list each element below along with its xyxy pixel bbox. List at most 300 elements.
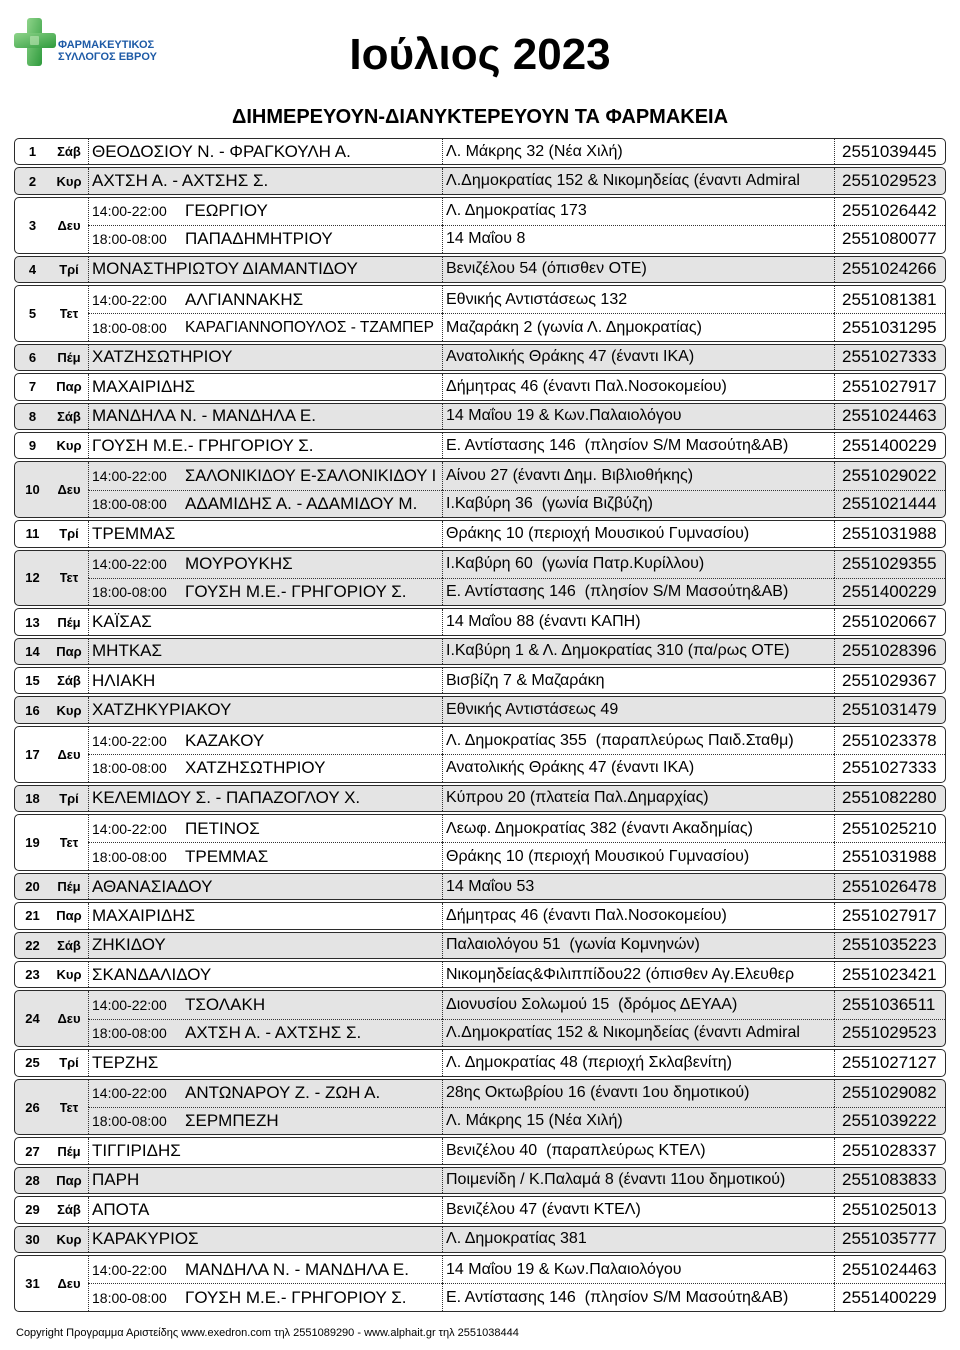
pharmacy-address-cell	[442, 639, 834, 664]
weekday-cell	[50, 727, 88, 782]
pharmacy-name: ΠΑΡΗ	[92, 1170, 140, 1190]
weekday: Τετ	[59, 1099, 79, 1115]
pharmacy-name: ΖΗΚΙΔΟΥ	[92, 935, 166, 955]
weekday-cell	[50, 345, 88, 370]
pharmacy-address: Βενιζέλου 47 (έναντι ΚΤΕΛ)	[446, 1200, 641, 1218]
pharmacy-address-cell	[442, 433, 834, 458]
schedule-row	[14, 550, 946, 607]
pharmacy-address-cell	[442, 1107, 834, 1134]
weekday: Κυρ	[56, 702, 82, 718]
pharmacy-phone-cell	[834, 521, 945, 546]
pharmacy-address-cell	[442, 490, 834, 517]
pharmacy-address: Ι.Καβύρη 1 & Λ. Δημοκρατίας 310 (πα/ρως ΟΤΕ)	[446, 642, 790, 660]
pharmacy-name: ΧΑΤΖΗΚΥΡΙΑΚΟΥ	[92, 700, 232, 720]
schedule-row	[14, 197, 946, 254]
logo-line-2: ΣΥΛΛΟΓΟΣ ΕΒΡΟΥ	[58, 51, 157, 63]
pharmacy-phone: 2551023421	[842, 964, 937, 984]
weekday-cell	[50, 668, 88, 693]
shift-hours: 14:00-22:00	[92, 820, 167, 837]
pharmacy-phone-cell	[834, 1107, 945, 1134]
day-number-cell	[15, 697, 50, 722]
pharmacy-address-cell	[442, 257, 834, 282]
pharmacy-name: ΣΑΛΟΝΙΚΙΔΟΥ Ε-ΣΑΛΟΝΙΚΙΔΟΥ Ι	[185, 466, 437, 485]
pharmacy-phone: 2551025210	[842, 818, 937, 838]
pharmacy-address-cell	[442, 991, 834, 1018]
weekday: Τρί	[59, 1055, 79, 1071]
weekday-cell	[50, 815, 88, 870]
weekday-cell	[50, 1256, 88, 1311]
pharmacy-phone-cell	[834, 433, 945, 458]
schedule-row	[14, 726, 946, 783]
pharmacy-address: Δήμητρας 46 (έναντι Παλ.Νοσοκομείου)	[446, 377, 727, 395]
schedule-row	[14, 403, 946, 430]
weekday: Τρί	[59, 526, 79, 542]
pharmacy-phone: 2551036511	[842, 995, 936, 1015]
pharmacy-phone-cell	[834, 286, 945, 313]
day-number-cell	[15, 1256, 50, 1311]
pharmacy-address: 14 Μαΐου 19 & Κων.Παλαιολόγου	[446, 1260, 682, 1278]
pharmacy-address-cell	[442, 1197, 834, 1222]
weekday-cell	[50, 1197, 88, 1222]
pharmacy-address-cell	[442, 842, 834, 869]
pharmacy-address-cell	[442, 404, 834, 429]
weekday-cell	[50, 639, 88, 664]
pharmacy-name-cell	[88, 1256, 442, 1283]
weekday: Τετ	[59, 305, 79, 321]
shift-hours: 14:00-22:00	[92, 203, 167, 220]
pharmacy-name: ΓΟΥΣΗ Μ.Ε.- ΓΡΗΓΟΡΙΟΥ Σ.	[185, 582, 407, 602]
weekday: Πέμ	[57, 614, 81, 630]
pharmacy-address-cell	[442, 1138, 834, 1163]
pharmacy-address: Βενιζέλου 54 (όπισθεν ΟΤΕ)	[446, 260, 647, 278]
pharmacy-name-cell	[88, 609, 442, 634]
page-subtitle: ΔΙΗΜΕΡΕΥΟΥΝ-ΔΙΑΝΥΚΤΕΡΕΥΟΥΝ ΤΑ ΦΑΡΜΑΚΕΙΑ	[231, 106, 729, 128]
pharmacy-address: Θράκης 10 (περιοχή Μουσικού Γυμνασίου)	[446, 847, 750, 865]
shift-hours: 18:00-08:00	[92, 1025, 167, 1042]
schedule-row	[14, 667, 946, 694]
pharmacy-phone-cell	[834, 1227, 945, 1252]
day-number-cell	[15, 551, 50, 606]
pharmacy-address: Ε. Αντίστασης 146 (πλησίον S/M Μασούτη&ΑΒ)	[446, 583, 789, 601]
day-number-cell	[15, 462, 50, 517]
pharmacy-name-cell	[88, 1050, 442, 1075]
shift-hours: 14:00-22:00	[92, 732, 167, 749]
pharmacy-phone: 2551029082	[842, 1083, 937, 1103]
day-number-cell	[15, 1227, 50, 1252]
pharmacy-name: ΑΠΟΤΑ	[92, 1199, 150, 1219]
pharmacy-address-cell	[442, 225, 834, 252]
pharmacy-name: ΣΚΑΝΔΑΛΙΔΟΥ	[92, 964, 212, 984]
pharmacy-name: ΜΑΧΑΙΡΙΔΗΣ	[92, 905, 196, 925]
pharmacy-name-cell	[88, 1107, 442, 1134]
pharmacy-address-cell	[442, 1283, 834, 1310]
pharmacy-name-cell	[88, 139, 442, 164]
day-number-cell	[15, 874, 50, 899]
pharmacy-phone-cell	[834, 874, 945, 899]
shift-hours: 14:00-22:00	[92, 1085, 167, 1102]
day-number: 3	[28, 217, 37, 233]
pharmacy-name: ΤΣΟΛΑΚΗ	[185, 995, 266, 1015]
weekday: Πέμ	[57, 349, 81, 365]
pharmacy-name-cell	[88, 551, 442, 578]
pharmacy-address: Θράκης 10 (περιοχή Μουσικού Γυμνασίου)	[446, 524, 750, 542]
pharmacy-phone: 2551024266	[842, 259, 937, 279]
pharmacy-address-cell	[442, 962, 834, 987]
pharmacy-name: ΘΕΟΔΟΣΙΟΥ Ν. - ΦΡΑΓΚΟΥΛΗ Α.	[92, 141, 351, 161]
weekday: Σάβ	[57, 673, 81, 689]
weekday-cell	[50, 1138, 88, 1163]
day-number-cell	[15, 521, 50, 546]
weekday-cell	[50, 433, 88, 458]
pharmacy-name: ΗΛΙΑΚΗ	[92, 670, 156, 690]
pharmacy-phone: 2551029355	[842, 554, 937, 574]
day-number: 6	[28, 349, 37, 365]
weekday: Πέμ	[57, 1143, 81, 1159]
schedule-row	[14, 1196, 946, 1223]
pharmacy-phone-cell	[834, 786, 945, 811]
pharmacy-address-cell	[442, 903, 834, 928]
day-number-cell	[15, 139, 50, 164]
pharmacy-name-cell	[88, 754, 442, 781]
day-number: 5	[28, 305, 37, 321]
copyright-footer: Copyright Προγραμμα Αριστείδης www.exedron.com τηλ 2551089290 - www.alphait.gr τηλ 2551038444	[16, 1327, 519, 1339]
day-number: 14	[25, 643, 40, 659]
weekday: Κυρ	[56, 967, 82, 983]
pharmacy-phone: 2551039445	[842, 141, 937, 161]
pharmacy-phone-cell	[834, 962, 945, 987]
pharmacy-address-cell	[442, 462, 834, 489]
weekday: Παρ	[56, 908, 82, 924]
schedule-row	[14, 902, 946, 929]
pharmacy-address: Λ. Δημοκρατίας 355 (παραπλεύρως Παιδ.Σταθμ)	[446, 731, 794, 749]
weekday: Τρί	[59, 261, 79, 277]
day-number: 24	[25, 1011, 40, 1027]
weekday-cell	[50, 1227, 88, 1252]
pharmacy-address-cell	[442, 521, 834, 546]
pharmacy-phone-cell	[834, 578, 945, 605]
weekday: Πέμ	[57, 879, 81, 895]
pharmacy-address: Βενιζέλου 40 (παραπλεύρως ΚΤΕΛ)	[446, 1142, 706, 1160]
pharmacy-phone-cell	[834, 815, 945, 842]
pharmacy-address: Ποιμενίδη / Κ.Παλαμά 8 (έναντι 11ου δημοτικού)	[446, 1171, 786, 1189]
schedule-row	[14, 1137, 946, 1164]
day-number-cell	[15, 668, 50, 693]
pharmacy-phone-cell	[834, 933, 945, 958]
day-number-cell	[15, 257, 50, 282]
day-number: 21	[25, 908, 40, 924]
schedule-row	[14, 696, 946, 723]
shift-hours: 18:00-08:00	[92, 495, 167, 512]
day-number: 18	[25, 790, 40, 806]
weekday: Δευ	[57, 482, 81, 498]
pharmacy-address: 28ης Οκτωβρίου 16 (έναντι 1ου δημοτικού)	[446, 1084, 750, 1102]
pharmacy-name: ΓΕΩΡΓΙΟΥ	[185, 201, 268, 221]
pharmacy-name: ΑΧΤΣΗ Α. - ΑΧΤΣΗΣ Σ.	[185, 1023, 362, 1043]
pharmacy-phone: 2551031295	[842, 317, 937, 337]
logo-line-1: ΦΑΡΜΑΚΕΥΤΙΚΟΣ	[58, 39, 155, 51]
pharmacy-name-cell	[88, 1019, 442, 1046]
day-number-cell	[15, 1080, 50, 1135]
pharmacy-phone: 2551020667	[842, 612, 937, 631]
pharmacy-phone-cell	[834, 697, 945, 722]
pharmacy-name-cell	[88, 903, 442, 928]
pharmacy-name-cell	[88, 639, 442, 664]
weekday-cell	[50, 521, 88, 546]
pharmacy-phone-cell	[834, 903, 945, 928]
pharmacy-phone-cell	[834, 727, 945, 754]
pharmacy-phone: 2551027917	[842, 905, 937, 925]
pharmacy-address-cell	[442, 727, 834, 754]
pharmacy-name: ΚΕΛΕΜΙΔΟΥ Σ. - ΠΑΠΑΖΟΓΛΟΥ Χ.	[92, 788, 361, 808]
schedule-row	[14, 256, 946, 283]
pharmacy-phone: 2551039222	[842, 1111, 937, 1131]
pharmacy-name: ΧΑΤΖΗΣΩΤΗΡΙΟΥ	[92, 347, 233, 367]
pharmacy-address: Εθνικής Αντιστάσεως 49	[446, 701, 619, 719]
pharmacy-address: Αίνου 27 (έναντι Δημ. Βιβλιοθήκης)	[446, 467, 694, 485]
weekday: Σάβ	[57, 1202, 81, 1218]
day-number-cell	[15, 991, 50, 1046]
day-number: 4	[28, 261, 37, 277]
weekday: Κυρ	[56, 438, 82, 454]
day-number-cell	[15, 903, 50, 928]
day-number: 15	[25, 673, 40, 689]
schedule-row	[14, 638, 946, 665]
pharmacy-name: ΤΙΓΓΙΡΙΔΗΣ	[92, 1141, 181, 1161]
pharmacy-name-cell	[88, 1080, 442, 1107]
day-number: 20	[25, 879, 40, 895]
pharmacy-name-cell	[88, 786, 442, 811]
pharmacy-name-cell	[88, 198, 442, 225]
pharmacy-name: ΠΑΠΑΔΗΜΗΤΡΙΟΥ	[185, 229, 333, 249]
pharmacy-address: Λ.Δημοκρατίας 152 & Νικομηδείας (έναντι Admiral	[446, 172, 800, 190]
pharmacy-name-cell	[88, 578, 442, 605]
schedule-row	[14, 785, 946, 812]
pharmacy-phone: 2551028396	[842, 641, 937, 661]
pharmacy-name: ΑΝΤΩΝΑΡΟΥ Ζ. - ΖΩΗ Α.	[185, 1083, 381, 1103]
pharmacy-phone-cell	[834, 1019, 945, 1046]
day-number-cell	[15, 286, 50, 341]
weekday: Παρ	[56, 1172, 82, 1188]
pharmacy-phone: 2551082280	[842, 788, 937, 808]
pharmacy-address-cell	[442, 578, 834, 605]
pharmacy-address: Κύπρου 20 (πλατεία Παλ.Δημαρχίας)	[446, 789, 709, 807]
pharmacy-name: ΑΔΑΜΙΔΗΣ Α. - ΑΔΑΜΙΔΟΥ Μ.	[185, 493, 418, 513]
day-number: 10	[25, 482, 40, 498]
weekday-cell	[50, 991, 88, 1046]
pharmacy-phone: 2551029523	[842, 1023, 937, 1043]
pharmacy-name-cell	[88, 1197, 442, 1222]
weekday: Κυρ	[56, 1231, 82, 1247]
pharmacy-phone: 2551400229	[842, 582, 937, 602]
schedule-row	[14, 961, 946, 988]
pharmacy-phone: 2551028337	[842, 1141, 937, 1161]
pharmacy-name-cell	[88, 815, 442, 842]
pharmacy-address: Λεωφ. Δημοκρατίας 382 (έναντι Ακαδημίας)	[446, 819, 753, 837]
pharmacy-address: Ανατολικής Θράκης 47 (έναντι ΙΚΑ)	[446, 759, 695, 777]
pharmacy-phone: 2551026442	[842, 201, 937, 221]
pharmacy-name: ΤΡΕΜΜΑΣ	[185, 846, 269, 866]
pharmacy-phone: 2551026478	[842, 876, 937, 896]
schedule-row	[14, 373, 946, 400]
day-number: 30	[25, 1231, 40, 1247]
day-number: 29	[25, 1202, 40, 1218]
pharmacy-phone: 2551021444	[842, 493, 937, 513]
day-number: 9	[28, 438, 37, 454]
pharmacy-name-cell	[88, 842, 442, 869]
shift-hours: 14:00-22:00	[92, 997, 167, 1014]
pharmacy-name-cell	[88, 433, 442, 458]
pharmacy-address-cell	[442, 668, 834, 693]
pharmacy-phone: 2551031988	[842, 846, 937, 866]
schedule-row	[14, 1226, 946, 1253]
pharmacy-name-cell	[88, 313, 442, 340]
pharmacy-phone-cell	[834, 225, 945, 252]
pharmacy-phone-cell	[834, 551, 945, 578]
pharmacy-address: 14 Μαΐου 88 (έναντι ΚΑΠΗ)	[446, 613, 641, 630]
weekday-cell	[50, 697, 88, 722]
weekday: Τετ	[59, 570, 79, 586]
weekday: Δευ	[57, 217, 81, 233]
pharmacy-phone: 2551024463	[842, 406, 937, 426]
pharmacy-phone-cell	[834, 198, 945, 225]
pharmacy-phone-cell	[834, 257, 945, 282]
pharmacy-address-cell	[442, 1227, 834, 1252]
weekday: Παρ	[56, 643, 82, 659]
weekday-cell	[50, 874, 88, 899]
pharmacy-address: Λ. Δημοκρατίας 48 (περιοχή Σκλαβενίτη)	[446, 1053, 732, 1071]
pharmacy-name-cell	[88, 374, 442, 399]
shift-hours: 18:00-08:00	[92, 1289, 167, 1306]
shift-hours: 18:00-08:00	[92, 319, 167, 336]
day-number-cell	[15, 786, 50, 811]
pharmacy-name-cell	[88, 404, 442, 429]
shift-hours: 18:00-08:00	[92, 1113, 167, 1130]
pharmacy-name: ΜΟΥΡΟΥΚΗΣ	[185, 554, 293, 574]
pharmacy-phone: 2551027333	[842, 758, 937, 778]
pharmacy-phone-cell	[834, 168, 945, 193]
pharmacy-name-cell	[88, 1168, 442, 1193]
weekday-cell	[50, 139, 88, 164]
pharmacy-address: Μαζαράκη 2 (γωνία Λ. Δημοκρατίας)	[446, 318, 702, 336]
pharmacy-name: ΓΟΥΣΗ Μ.Ε.- ΓΡΗΓΟΡΙΟΥ Σ.	[92, 435, 314, 455]
day-number: 1	[28, 144, 37, 160]
pharmacy-name-cell	[88, 257, 442, 282]
schedule-row	[14, 432, 946, 459]
day-number-cell	[15, 345, 50, 370]
day-number: 13	[25, 614, 40, 630]
day-number-cell	[15, 1138, 50, 1163]
day-number: 8	[28, 408, 37, 424]
pharmacy-address: Βισβίζη 7 & Μαζαράκη	[446, 671, 605, 689]
schedule-row	[14, 344, 946, 371]
pharmacy-phone: 2551029367	[842, 670, 937, 690]
day-number: 17	[25, 746, 40, 762]
pharmacy-phone-cell	[834, 1256, 945, 1283]
shift-hours: 14:00-22:00	[92, 1261, 167, 1278]
day-number: 27	[25, 1143, 40, 1159]
pharmacy-name: ΠΕΤΙΝΟΣ	[185, 818, 260, 838]
weekday-cell	[50, 198, 88, 253]
pharmacy-address: Ι.Καβύρη 36 (γωνία Βιζβύζη)	[446, 494, 653, 512]
pharmacy-name: ΚΑΪΣΑΣ	[92, 612, 152, 631]
pharmacy-address: Ανατολικής Θράκης 47 (έναντι ΙΚΑ)	[446, 348, 695, 366]
schedule-row	[14, 1079, 946, 1136]
pharmacy-name-cell	[88, 991, 442, 1018]
day-number-cell	[15, 433, 50, 458]
weekday: Τρί	[59, 790, 79, 806]
schedule-row	[14, 285, 946, 342]
day-number: 25	[25, 1055, 40, 1071]
pharmacy-phone-cell	[834, 462, 945, 489]
pharmacy-phone: 2551027127	[842, 1052, 937, 1072]
weekday: Δευ	[57, 1275, 81, 1291]
pharmacy-name: ΚΑΖΑΚΟΥ	[185, 730, 265, 750]
pharmacy-address: Δήμητρας 46 (έναντι Παλ.Νοσοκομείου)	[446, 906, 727, 924]
pharmacy-address-cell	[442, 609, 834, 634]
pharmacy-address: Λ. Μάκρης 15 (Νέα Χιλή)	[446, 1112, 623, 1130]
weekday: Σάβ	[57, 408, 81, 424]
pharmacy-name-cell	[88, 933, 442, 958]
pharmacy-phone-cell	[834, 754, 945, 781]
pharmacy-name-cell	[88, 668, 442, 693]
pharmacy-address: Ε. Αντίστασης 146 (πλησίον S/M Μασούτη&ΑΒ)	[446, 436, 789, 454]
pharmacy-address: Παλαιολόγου 51 (γωνία Κομνηνών)	[446, 936, 700, 954]
shift-hours: 18:00-08:00	[92, 848, 167, 865]
schedule-row	[14, 873, 946, 900]
weekday: Παρ	[56, 379, 82, 395]
pharmacy-phone: 2551035223	[842, 935, 937, 955]
pharmacy-name: ΤΕΡΖΗΣ	[92, 1052, 159, 1072]
day-number-cell	[15, 1168, 50, 1193]
pharmacy-phone: 2551027917	[842, 376, 937, 396]
pharmacy-name: ΚΑΡΑΓΙΑΝΝΟΠΟΥΛΟΣ - ΤΖΑΜΠΕΡ	[185, 318, 434, 336]
pharmacy-phone-cell	[834, 1050, 945, 1075]
pharmacy-name-cell	[88, 962, 442, 987]
weekday-cell	[50, 257, 88, 282]
pharmacy-name: ΑΛΓΙΑΝΝΑΚΗΣ	[185, 289, 304, 309]
pharmacy-name-cell	[88, 286, 442, 313]
pharmacy-address-cell	[442, 345, 834, 370]
pharmacy-address-cell	[442, 1080, 834, 1107]
pharmacy-phone-cell	[834, 609, 945, 634]
pharmacy-phone-cell	[834, 1283, 945, 1310]
weekday-cell	[50, 962, 88, 987]
day-number: 19	[25, 834, 40, 850]
schedule-row	[14, 1049, 946, 1076]
day-number: 16	[25, 702, 40, 718]
pharmacy-name: ΜΗΤΚΑΣ	[92, 641, 163, 661]
weekday: Τετ	[59, 834, 79, 850]
pharmacy-address: Λ. Δημοκρατίας 173	[446, 202, 587, 220]
schedule-row	[14, 138, 946, 165]
duty-schedule-table	[14, 138, 946, 1312]
schedule-row	[14, 814, 946, 871]
pharmacy-address: Λ.Δημοκρατίας 152 & Νικομηδείας (έναντι Admiral	[446, 1024, 800, 1042]
shift-hours: 14:00-22:00	[92, 556, 167, 573]
pharmacy-address: Διονυσίου Σολωμού 15 (δρόμος ΔΕΥΑΑ)	[446, 996, 738, 1014]
day-number-cell	[15, 962, 50, 987]
pharmacy-phone-cell	[834, 842, 945, 869]
weekday-cell	[50, 551, 88, 606]
pharmacy-address-cell	[442, 168, 834, 193]
pharmacy-address: Νικομηδείας&Φιλιππίδου22 (όπισθεν Αγ.Ελευθερ	[446, 965, 795, 983]
pharmacy-name-cell	[88, 1283, 442, 1310]
weekday-cell	[50, 786, 88, 811]
pharmacy-name: ΜΑΝΔΗΛΑ Ν. - ΜΑΝΔΗΛΑ Ε.	[92, 406, 316, 426]
pharmacy-address-cell	[442, 933, 834, 958]
day-number: 12	[25, 570, 40, 586]
weekday-cell	[50, 374, 88, 399]
